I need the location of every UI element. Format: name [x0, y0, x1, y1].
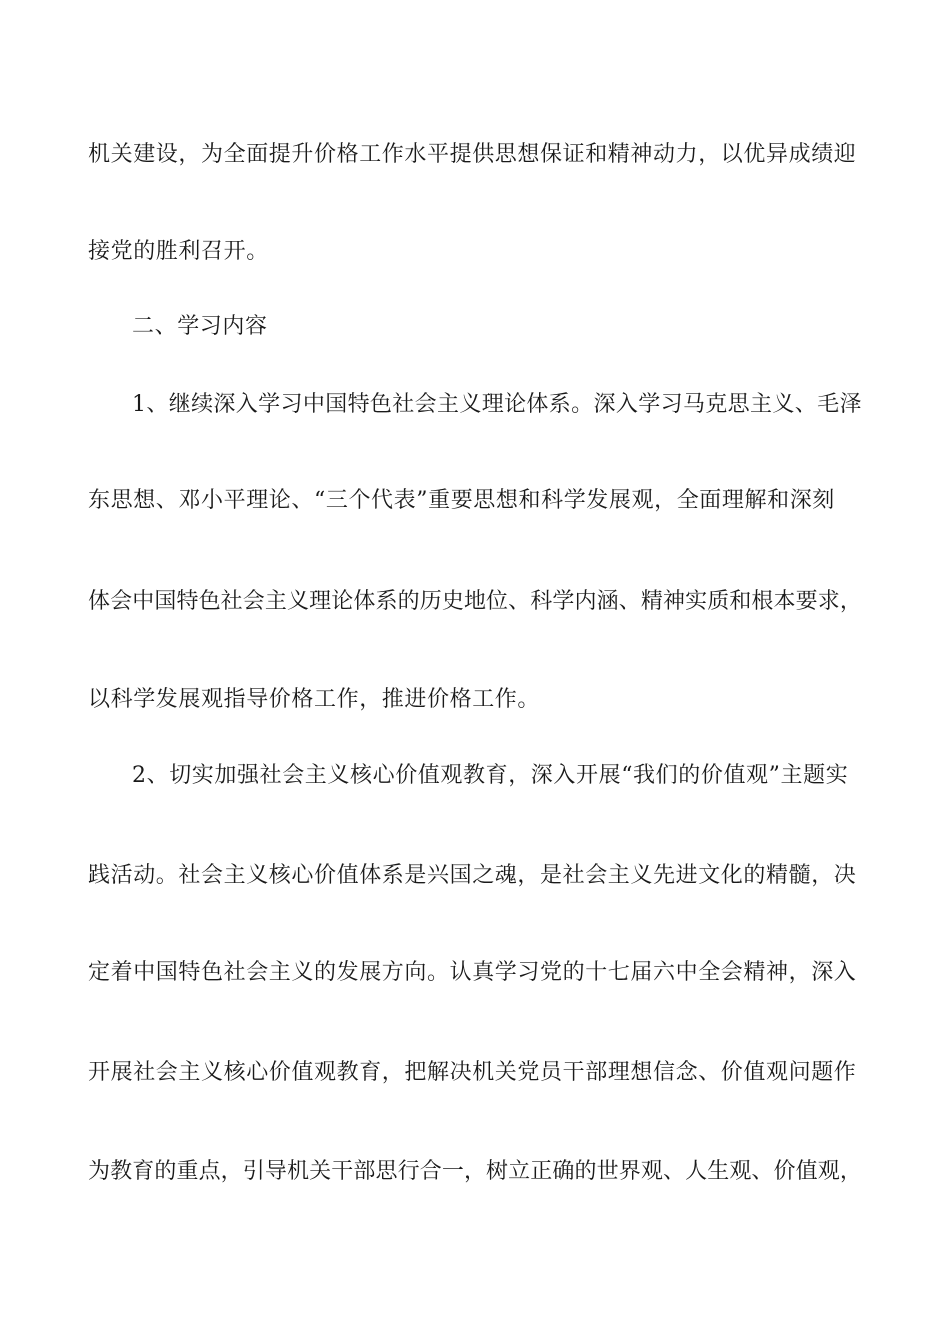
- paragraph-line: 接党的胜利召开。: [88, 239, 269, 264]
- paragraph-line: 机关建设，为全面提升价格工作水平提供思想保证和精神动力，以优异成绩迎: [88, 142, 857, 167]
- paragraph-line: 开展社会主义核心价值观教育，把解决机关党员干部理想信念、价值观问题作: [88, 1060, 857, 1085]
- paragraph-line: 以科学发展观指导价格工作，推进价格工作。: [88, 687, 541, 712]
- paragraph-line: 践活动。社会主义核心价值体系是兴国之魂，是社会主义先进文化的精髓，决: [88, 863, 857, 888]
- paragraph-line: 东思想、邓小平理论、“三个代表”重要思想和科学发展观，全面理解和深刻: [88, 488, 835, 513]
- paragraph-line: 为教育的重点，引导机关干部思行合一，树立正确的世界观、人生观、价值观，: [88, 1159, 863, 1184]
- paragraph-line: 1、继续深入学习中国特色社会主义理论体系。深入学习马克思主义、毛泽: [132, 392, 862, 417]
- section-heading: 二、学习内容: [132, 314, 268, 339]
- paragraph-line: 2、切实加强社会主义核心价值观教育，深入开展“我们的价值观”主题实: [132, 763, 849, 788]
- paragraph-line: 定着中国特色社会主义的发展方向。认真学习党的十七届六中全会精神，深入: [88, 960, 857, 985]
- paragraph-line: 体会中国特色社会主义理论体系的历史地位、科学内涵、精神实质和根本要求，: [88, 589, 863, 614]
